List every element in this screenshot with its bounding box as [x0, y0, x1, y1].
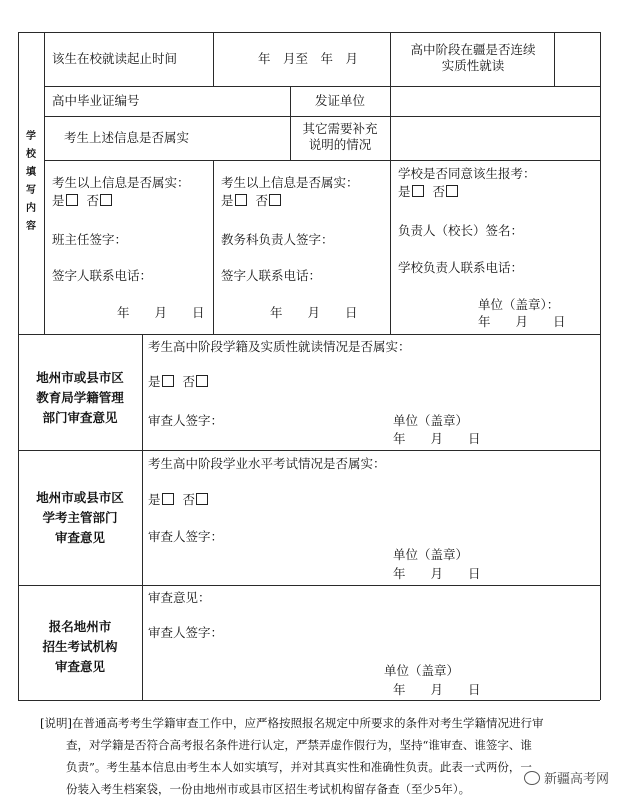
no-checkbox[interactable]	[269, 194, 281, 206]
col2-choice	[221, 193, 282, 209]
col2-date: 年 月 日	[270, 305, 358, 320]
no-checkbox[interactable]	[196, 375, 208, 387]
edu-bureau-choice	[148, 374, 209, 390]
explanatory-note	[40, 712, 605, 800]
col-divider	[390, 32, 391, 334]
col-divider	[290, 86, 291, 160]
label-line: 地州市或县市区	[36, 490, 124, 505]
label-line: 教育局学籍管理	[36, 390, 124, 405]
note-line: 份装入考生档案袋，一份由地州市或县市区招生考试机构留存备查（至少5年）。	[66, 782, 471, 796]
yes-checkbox[interactable]	[412, 185, 424, 197]
yes-checkbox[interactable]	[162, 375, 174, 387]
edu-bureau-question: 考生高中阶段学籍及实质性就读情况是否属实：	[148, 339, 411, 354]
no-checkbox[interactable]	[100, 194, 112, 206]
col-divider	[44, 32, 45, 334]
exam-dept-choice	[148, 492, 209, 508]
col3-phone: 学校负责人联系电话：	[398, 260, 524, 275]
edu-bureau-reviewer: 审查人签字：	[148, 413, 224, 428]
col1-sign: 班主任签字：	[52, 232, 128, 247]
admissions-unit: 单位（盖章）	[384, 663, 460, 678]
yes-checkbox[interactable]	[235, 194, 247, 206]
other-notes-label-line2: 说明的情况	[308, 137, 372, 152]
col1-choice	[52, 193, 113, 209]
info-true-label: 考生上述信息是否属实	[64, 130, 190, 145]
edu-bureau-unit: 单位（盖章）	[393, 413, 469, 428]
table-border-right	[600, 32, 601, 700]
section-divider	[18, 334, 600, 335]
col2-sign: 教务科负责人签字：	[221, 232, 334, 247]
label-line: 学考主管部门	[42, 510, 118, 525]
yes-label: 是	[148, 374, 161, 389]
edu-bureau-date: 年 月 日	[393, 431, 481, 446]
section-divider	[18, 450, 600, 451]
yes-label: 是	[398, 184, 411, 199]
no-label: 否	[182, 374, 196, 389]
yes-checkbox[interactable]	[66, 194, 78, 206]
continuous-study-label	[394, 42, 552, 74]
continuous-study-label-line1: 高中阶段在疆是否连续	[410, 42, 536, 57]
yes-label: 是	[221, 193, 234, 208]
no-checkbox[interactable]	[446, 185, 458, 197]
no-label: 否	[255, 193, 269, 208]
section-divider	[18, 585, 600, 586]
table-border-top	[18, 32, 600, 33]
exam-dept-date: 年 月 日	[393, 566, 481, 581]
col3-choice	[398, 184, 459, 200]
yes-label: 是	[148, 492, 161, 507]
col-divider	[142, 334, 143, 700]
no-label: 否	[86, 193, 100, 208]
yes-label: 是	[52, 193, 65, 208]
no-label: 否	[432, 184, 446, 199]
label-line: 地州市或县市区	[36, 370, 124, 385]
watermark	[524, 768, 609, 787]
label-line: 部门审查意见	[42, 410, 118, 425]
col1-phone: 签字人联系电话：	[52, 268, 153, 283]
note-line: 负责”。考生基本信息由考生本人如实填写，并对其真实性和准确性负责。此表一式两份，一	[66, 760, 532, 774]
watermark-text: 新疆高考网	[544, 772, 610, 787]
label-line: 招生考试机构	[42, 639, 118, 654]
col1-date: 年 月 日	[117, 305, 205, 320]
admissions-opinion: 审查意见：	[148, 590, 211, 605]
col3-question: 学校是否同意该生报考：	[398, 166, 536, 181]
label-line: 审查意见	[54, 530, 105, 545]
issuer-label: 发证单位	[315, 93, 366, 108]
wechat-icon	[524, 771, 540, 785]
note-line: [说明]在普通高考考生学籍审查工作中，应严格按照报名规定中所要求的条件对考生学籍情况进行审	[40, 716, 544, 730]
row-divider	[44, 86, 600, 87]
col1-question: 考生以上信息是否属实：	[52, 175, 190, 190]
exam-dept-unit: 单位（盖章）	[393, 547, 469, 562]
admissions-date: 年 月 日	[393, 682, 481, 697]
col-divider	[213, 32, 214, 86]
row-divider	[44, 160, 600, 161]
col3-sign: 负责人（校长）签名：	[398, 223, 524, 238]
other-notes-label-line1: 其它需要补充	[302, 121, 378, 136]
table-border-left	[18, 32, 19, 700]
school-section-label: 学校填写内容	[26, 131, 36, 232]
admissions-label	[20, 617, 140, 677]
edu-bureau-label	[20, 368, 140, 428]
no-label: 否	[182, 492, 196, 507]
exam-dept-reviewer: 审查人签字：	[148, 529, 224, 544]
diploma-no-label: 高中毕业证编号	[52, 93, 140, 108]
row-divider	[44, 116, 600, 117]
exam-dept-label	[20, 488, 140, 548]
study-period-label: 该生在校就读起止时间	[52, 51, 178, 66]
col-divider	[213, 160, 214, 334]
col2-phone: 签字人联系电话：	[221, 268, 322, 283]
other-notes-label	[292, 121, 388, 153]
label-line: 审查意见	[54, 659, 105, 674]
study-period-value: 年 月至 年 月	[258, 51, 359, 66]
col3-unit: 单位（盖章）：	[478, 297, 560, 312]
col-divider	[554, 32, 555, 86]
exam-dept-question: 考生高中阶段学业水平考试情况是否属实：	[148, 456, 386, 471]
col3-date: 年 月 日	[478, 314, 566, 329]
yes-checkbox[interactable]	[162, 493, 174, 505]
continuous-study-label-line2: 实质性就读	[441, 58, 505, 73]
col2-question: 考生以上信息是否属实：	[221, 175, 359, 190]
label-line: 报名地州市	[48, 619, 112, 634]
no-checkbox[interactable]	[196, 493, 208, 505]
table-border-bottom	[18, 700, 600, 701]
note-line: 查，对学籍是否符合高考报名条件进行认定，严禁弄虚作假行为，坚持“谁审查、谁签字、谁	[66, 738, 532, 752]
admissions-reviewer: 审查人签字：	[148, 625, 224, 640]
